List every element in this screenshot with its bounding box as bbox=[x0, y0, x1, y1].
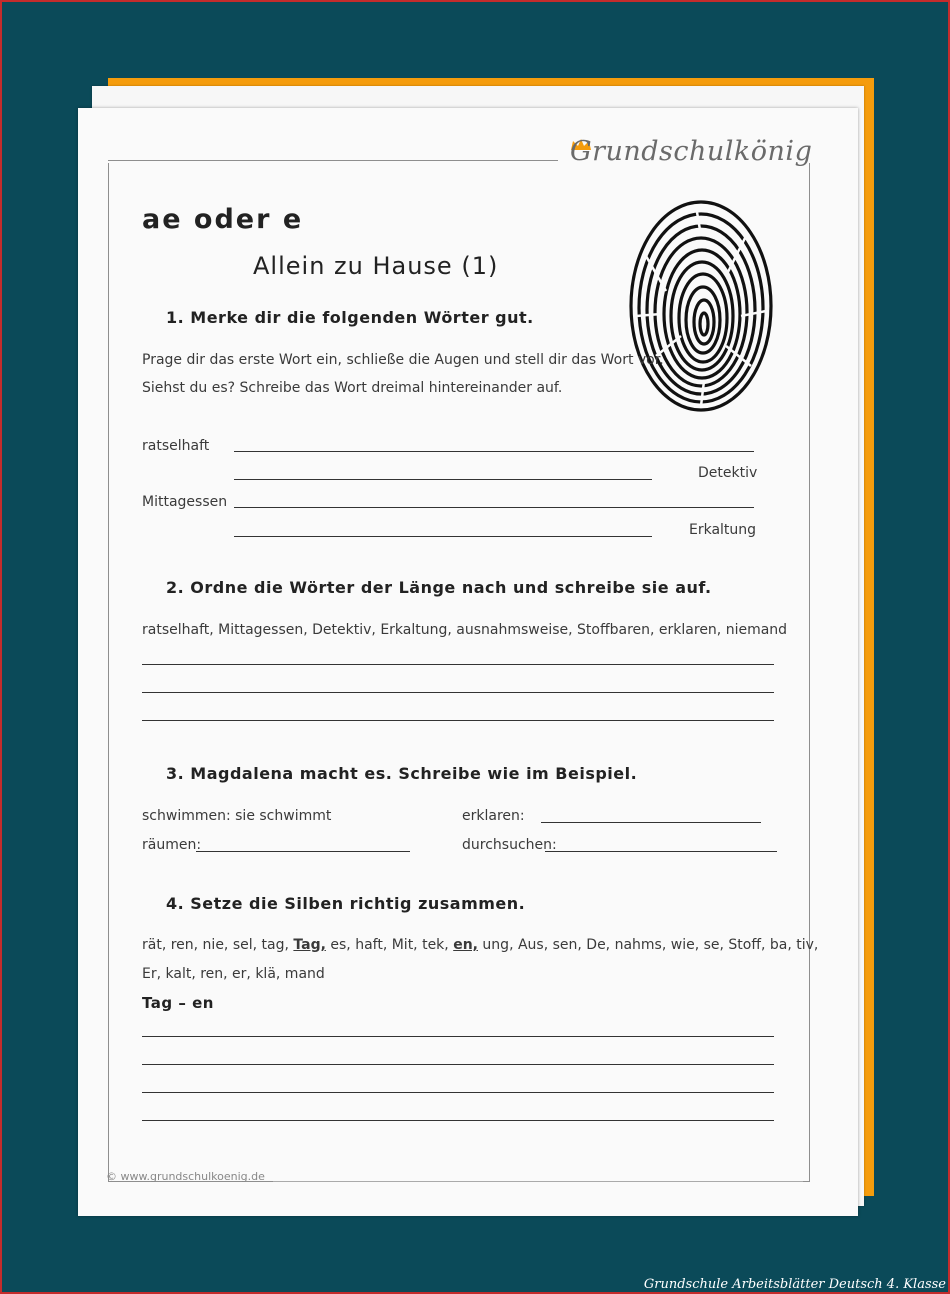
syllable-en: en, bbox=[453, 937, 478, 953]
writing-line[interactable] bbox=[545, 851, 777, 852]
writing-line[interactable] bbox=[142, 692, 774, 693]
writing-line[interactable] bbox=[234, 479, 652, 480]
syllables-part: rät, ren, nie, sel, tag, bbox=[142, 937, 294, 953]
word-mittagessen: Mittagessen bbox=[142, 494, 228, 510]
writing-line[interactable] bbox=[142, 1092, 774, 1093]
task4-example: Tag – en bbox=[142, 994, 214, 1012]
footer-rule bbox=[273, 1181, 803, 1182]
task4-syllables-line1 bbox=[142, 937, 818, 953]
footer-copyright: © www.grundschulkoenig.de bbox=[106, 1170, 265, 1183]
writing-line[interactable] bbox=[142, 1036, 774, 1037]
task3-erklaren-label: erklaren: bbox=[462, 808, 525, 824]
writing-line[interactable] bbox=[196, 851, 410, 852]
word-erkaltung: Erkaltung bbox=[689, 522, 757, 538]
worksheet bbox=[78, 108, 858, 1216]
syllables-part: ung, Aus, sen, De, nahms, wie, se, Stoff, ba, tiv, bbox=[477, 937, 819, 953]
logo-text: Grundschulkönig bbox=[570, 136, 813, 167]
task3-example: schwimmen: sie schwimmt bbox=[142, 808, 332, 824]
syllables-part: es, haft, Mit, tek, bbox=[325, 937, 454, 953]
task2-heading: 2. Ordne die Wörter der Länge nach und schreibe sie auf. bbox=[166, 578, 712, 597]
writing-line[interactable] bbox=[142, 664, 774, 665]
word-ratselhaft: ratselhaft bbox=[142, 438, 210, 454]
task2-word-list: ratselhaft, Mittagessen, Detektiv, Erkaltung, ausnahmsweise, Stoffbaren, erklaren, niemand bbox=[142, 622, 788, 638]
task3-heading: 3. Magdalena macht es. Schreibe wie im Beispiel. bbox=[166, 764, 638, 783]
task3-raeumen-label: räumen: bbox=[142, 837, 202, 853]
fingerprint-icon bbox=[626, 196, 776, 414]
worksheet-subtitle: Allein zu Hause (1) bbox=[253, 252, 499, 280]
task1-instruction-1: Prage dir das erste Wort ein, schließe die Augen und stell dir das Wort vor. bbox=[142, 352, 664, 368]
task4-heading: 4. Setze die Silben richtig zusammen. bbox=[166, 894, 526, 913]
task3-durchsuchen-label: durchsuchen: bbox=[462, 837, 557, 853]
word-detektiv: Detektiv bbox=[698, 465, 758, 481]
writing-line[interactable] bbox=[234, 507, 754, 508]
syllable-tag: Tag, bbox=[293, 937, 326, 953]
task1-heading: 1. Merke dir die folgenden Wörter gut. bbox=[166, 308, 534, 327]
writing-line[interactable] bbox=[142, 1120, 774, 1121]
writing-line[interactable] bbox=[234, 451, 754, 452]
writing-line[interactable] bbox=[142, 720, 774, 721]
writing-line[interactable] bbox=[234, 536, 652, 537]
writing-line[interactable] bbox=[541, 822, 761, 823]
writing-line[interactable] bbox=[142, 1064, 774, 1065]
image-caption: Grundschule Arbeitsblätter Deutsch 4. Klasse bbox=[643, 1277, 946, 1292]
task1-instruction-2: Siehst du es? Schreibe das Wort dreimal hintereinander auf. bbox=[142, 380, 563, 396]
top-rule bbox=[108, 160, 558, 162]
worksheet-title: ae oder e bbox=[142, 204, 304, 235]
task4-syllables-line2: Er, kalt, ren, er, klä, mand bbox=[142, 966, 325, 982]
